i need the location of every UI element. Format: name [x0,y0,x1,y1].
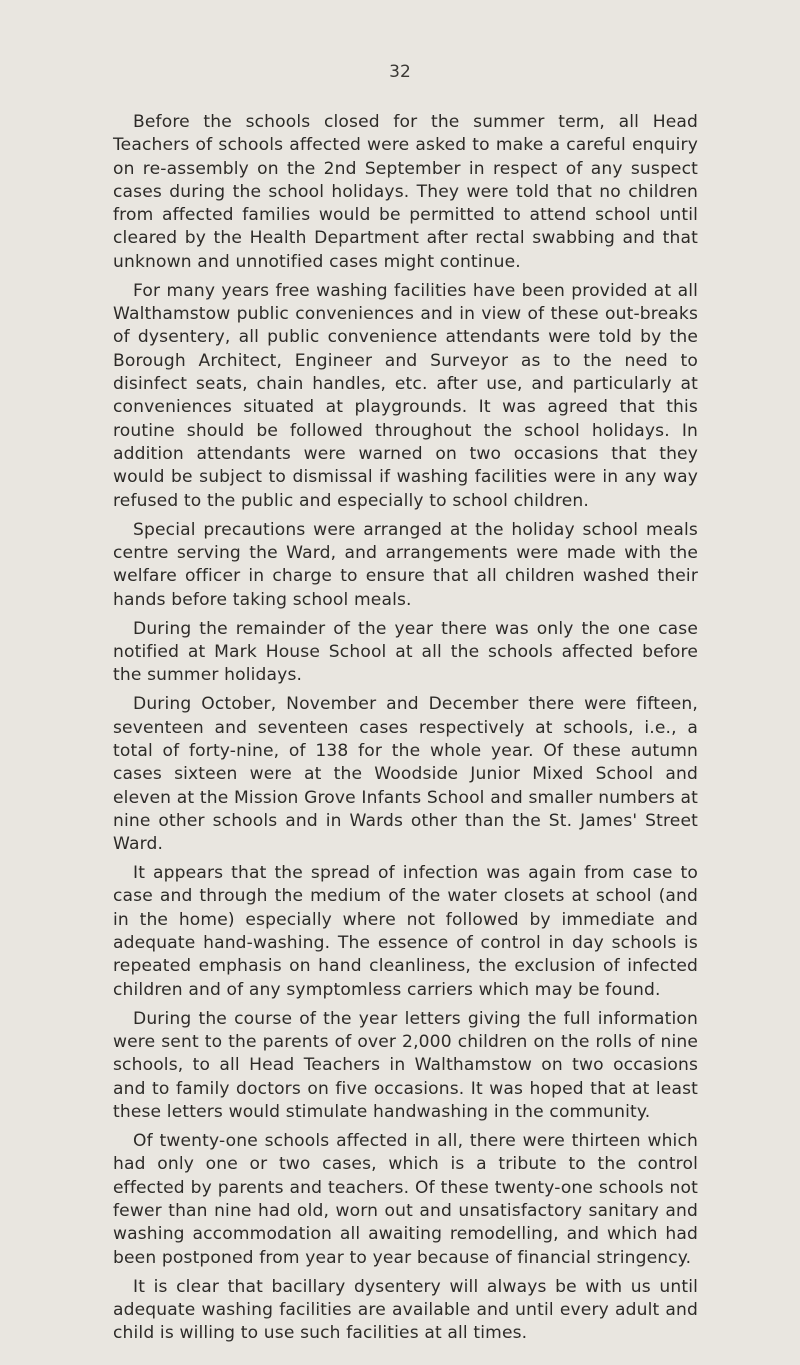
page-number: 32 [389,62,411,82]
paragraph: Of twenty-one schools affected in all, there were thirteen which had only one or two cases, which is a tribute to the control effected by parents and teachers. Of these twenty-one schools not fewer than nine had old, worn out and unsatisfactory sanitary and washing accommodation all awaiting remodelling, and which had been postponed from year to year because of financial stringency. [113,1131,698,1268]
paragraph: Before the schools closed for the summer term, all Head Teachers of schools affected were asked to make a careful enquiry on re-assembly on the 2nd September in respect of any suspect cases during the school holidays. They were told that no children from affected families would be permitted to attend school until cleared by the Health Department after rectal swabbing and that unknown and unnotified cases might continue. [113,112,698,272]
paragraph: Special precautions were arranged at the holiday school meals centre serving the Ward, and arrangements were made with the welfare officer in charge to ensure that all children washed their hands before taking school meals. [113,519,698,610]
body-text [113,111,698,1351]
paragraph: For many years free washing facilities have been provided at all Walthamstow public conveniences and in view of these out-breaks of dysentery, all public convenience attendants were told by the Borough Architect, Engineer and Surveyor as to the need to disinfect seats, chain handles, etc. after use, and particularly at conveniences situated at playgrounds. It was agreed that this routine should be followed throughout the school holidays. In addition attendants were warned on two occasions that they would be subject to dismissal if washing facilities were in any way refused to the public and especially to school children. [113,280,698,511]
paragraph: During October, November and December there were fifteen, seventeen and seventeen cases respectively at schools, i.e., a total of forty-nine, of 138 for the whole year. Of these autumn cases sixteen were at the Woodside Junior Mixed School and eleven at the Mission Grove Infants School and smaller numbers at nine other schools and in Wards other than the St. James' Street Ward. [113,694,698,855]
paragraph: During the remainder of the year there was only the one case notified at Mark House School at all the schools affected before the summer holidays. [113,618,698,686]
paragraph: During the course of the year letters giving the full information were sent to the parents of over 2,000 children on the rolls of nine schools, to all Head Teachers in Walthamstow on two occasions and to family doctors on five occasions. It was hoped that at least these letters would stimulate handwashing in the community. [113,1008,698,1122]
paragraph: It appears that the spread of infection was again from case to case and through the medium of the water closets at school (and in the home) especially where not followed by immediate and adequate hand-washing. The essence of control in day schools is repeated emphasis on hand cleanliness, the exclusion of infected children and of any symptomless carriers which may be found. [113,863,698,1000]
paragraph: It is clear that bacillary dysentery will always be with us until adequate washing facilities are available and until every adult and child is willing to use such facilities at all times. [113,1276,698,1344]
